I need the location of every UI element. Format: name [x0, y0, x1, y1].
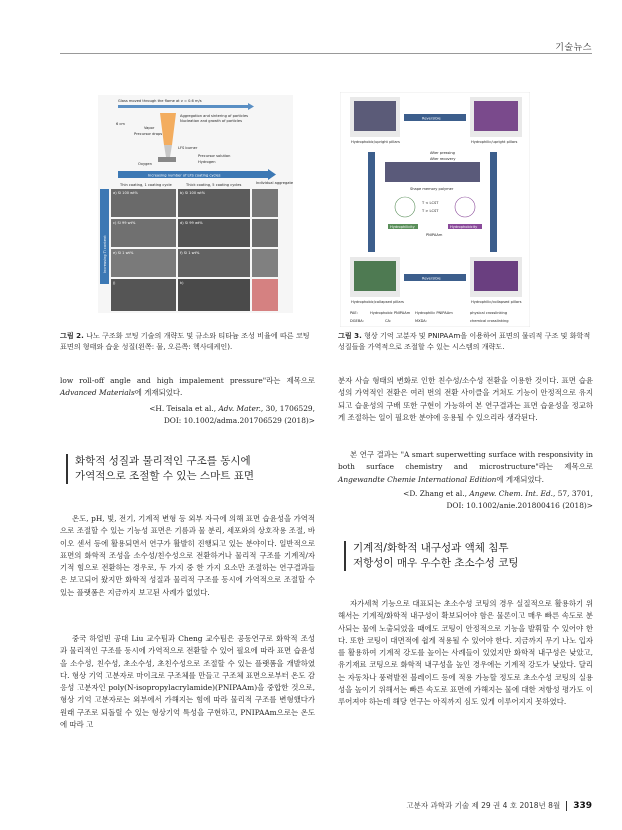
- figure-2: [98, 95, 293, 313]
- fig2-arrow-label: Increasing number of LFS coating cycles: [148, 173, 221, 178]
- fig3-center-5: T > LCST: [422, 209, 439, 213]
- right-body-3: 자가세척 기능으로 대표되는 초소수성 코팅의 경우 실질적으로 활용하기 위해서는 기계적/화학적 내구성이 확보되어야 함은 물론이고 매우 빠른 속도로 분사되는 물에 노출되었을 때에도 코팅이 안정적으로 기능을 발휘할 수 있어야 한다. 또한 코팅이 대면적에 쉽게 적용될 수 있어야 한다. 지금까지 무기 나노 입자를 활용하여 기계적 강도를 높이는 사례들이 있었지만 화학적 내구성은 낮았고, 유기재료 코팅으로 화학적 내구성을 높인 경우에는 기계적 강도가 낮았다. 달리는 자동차나 풍력발전 블레이드 등에 적용 가능할 정도로 초소수성 코팅의 실용성을 높이기 위해서는 빠른 속도로 표면에 가해지는 물에 대한 저항성 평가도 이루어져야 하는데 해당 연구는 아직까지 심도 있게 이루어지지 못하였다.: [338, 599, 593, 707]
- header-rule: [60, 53, 592, 54]
- right-body-2: 본 연구 결과는 "A smart superwetting surface with responsivity in both surface chemistry and microstructure"라는 제목으로 Angewandte Chemie International Edition에 게재되었다.: [338, 450, 593, 484]
- fig3-legend-1: PAE:: [350, 311, 358, 315]
- figure-2-caption: 그림 2. 나노 구조화 코팅 기술의 개략도 및 규소와 티타늄 조성 비율에 따른 코팅 표면의 형태와 습윤 성질(왼쪽: 물, 오른쪽: 헥사데케인).: [60, 331, 310, 351]
- fig3-panel-br: [470, 257, 522, 297]
- reference-2: <D. Zhang et al., Angew. Chem. Int. Ed., 57, 3701, DOI: 10.1002/anie.201800416 (2018)>: [403, 489, 593, 511]
- fig2-panel-d: d) Si 99 wt%: [180, 221, 203, 225]
- fig2-panel-b: b) Si 100 wt%: [180, 191, 206, 195]
- fig2-step-4: Precursor drops: [134, 132, 163, 136]
- footer-journal: 고분자 과학과 기술 제 29 권 4 호 2018년 8월: [406, 801, 561, 810]
- fig2-distance: 6 cm: [116, 122, 125, 126]
- fig3-rev-bottom: Reversible: [422, 276, 441, 281]
- fig3-legend-7: MXDA:: [415, 319, 427, 323]
- fig3-label-1: Hydrophobic/upright pillars: [351, 140, 400, 144]
- fig3-legend-8: chemical crosslinking: [470, 319, 509, 323]
- page-footer: [406, 800, 592, 811]
- fig2-col-2: Thick coating, 5 coating cycles: [186, 183, 242, 187]
- fig3-rev-top: Reversible: [422, 116, 441, 121]
- fig2-panel-c: c) Si 99 wt%: [113, 221, 136, 225]
- fig2-oxygen: Oxygen: [138, 162, 152, 166]
- fig2-panel-k: k): [180, 281, 184, 285]
- fig3-legend-2: Hydrophobic PNIPAAm: [370, 311, 411, 315]
- fig3-center-7: Hydrophobicity: [450, 225, 478, 229]
- section-tag: 기술뉴스: [555, 43, 592, 53]
- fig3-label-4: Hydrophilic/collapsed pillars: [471, 300, 522, 304]
- fig3-center-2: After recovery: [430, 157, 456, 161]
- fig3-center-1: After pressing: [430, 151, 455, 155]
- fig2-col-1: Thin coating, 1 coating cycle: [120, 183, 172, 187]
- fig2-precursor: Precursor solution: [198, 154, 231, 158]
- fig3-center-8: PNIPAAm: [426, 233, 443, 237]
- page-number: 339: [566, 801, 592, 811]
- section-heading-2: 기계적/화학적 내구성과 액체 침투 저항성이 매우 우수한 초소수성 코팅: [344, 541, 519, 571]
- fig2-panel-j: j): [113, 281, 116, 285]
- fig2-panel-a: a) Si 100 wt%: [113, 191, 138, 195]
- fig2-sem-grid: [111, 189, 278, 311]
- fig3-center-3: Shape memory polymer: [410, 187, 454, 191]
- fig3-panel-tl: [350, 97, 400, 137]
- figure-3: [340, 92, 530, 327]
- fig3-label-3: Hydrophobic/collapsed pillars: [351, 300, 404, 304]
- figure-3-caption: 그림 3. 형상 기억 고분자 및 PNIPAAm을 이용하여 표면의 물리적 구조 및 화학적 성질들을 가역적으로 조절할 수 있는 시스템의 개략도.: [338, 331, 591, 351]
- fig3-legend-5: DGEBA:: [350, 319, 364, 323]
- fig3-label-2: Hydrophilic/upright pillars: [471, 140, 518, 144]
- fig2-side-label: Increasing Ti content: [103, 235, 107, 273]
- fig2-step-2: Nucleation and growth of particles: [180, 119, 242, 123]
- fig2-panel-f: f) Si 1 wt%: [180, 251, 200, 255]
- fig2-top-label: Glass moved through the flame at v = 0.6 m/s: [118, 99, 202, 103]
- reference-1: <H. Teisala et al., Adv. Mater., 30, 1706529, DOI: 10.1002/adma.201706529 (2018)>: [149, 404, 315, 426]
- fig2-panel-e: e) Si 1 wt%: [113, 251, 134, 255]
- left-intro: low roll-off angle and high impalement pressure"라는 제목으로 Advanced Materials에 게재되었다.: [60, 376, 315, 398]
- left-body-1: 온도, pH, 빛, 전기, 기계적 변형 등 외부 자극에 의해 표면 습윤성을 가역적으로 조절할 수 있는 기능성 표면은 기름과 물 분리, 세포와의 상호작용 조절, 바이오 센서 등에 활용되면서 연구가 활발히 진행되고 있는 분야이다. 일반적으로 표면의 화학적 조성을 소수성/친수성으로 전환하거나 물리적 구조를 기계적/자기적 힘으로 전환하는 경우로, 두 가지 중 한 가지 요소만 조절하는 연구결과들은 보고되어 왔지만 화학적 성질과 물리적 구조를 동시에 가역적으로 조절할 수 있는 플랫폼은 지금까지 보고된 사례가 없었다.: [60, 514, 315, 597]
- fig3-panel-bl: [350, 257, 400, 297]
- section-heading-1: 화학적 성질과 물리적인 구조를 동시에 가역적으로 조절할 수 있는 스마트 표면: [66, 454, 254, 484]
- right-body-1: 분자 사슬 형태의 변화로 인한 친수성/소수성 전환을 이용한 것이다. 표면 습윤성의 가역적인 전환은 여러 번의 전환 사이클을 거쳐도 기능이 안정적으로 유지되고 습윤성의 구배 또한 구현이 가능하여 본 연구결과는 표면 습윤성을 정교하게 조절하는 일이 필요한 분야에 응용될 수 있으리라 생각된다.: [338, 376, 593, 422]
- fig2-gas: Hydrogen: [198, 160, 216, 164]
- fig2-step-3: Vapor: [144, 126, 155, 130]
- fig2-col-3: Individual aggregate: [256, 181, 293, 185]
- fig3-center-6: Hydrophilicity: [390, 225, 415, 229]
- fig2-step-1: Aggregation and sintering of particles: [180, 114, 249, 118]
- fig3-center-4: T < LCST: [422, 201, 439, 205]
- left-body-2: 중국 하얼빈 공대 Liu 교수팀과 Cheng 교수팀은 공동연구로 화학적 조성과 물리적인 구조를 동시에 가역적으로 전환할 수 있어 필요에 따라 표면 습윤성을 소수성, 친수성, 초소수성, 초친수성으로 조절할 수 있는 플랫폼을 개발하였다. 형상 기억 고분자로 마이크로 구조체를 만들고 구조체 표면으로부터 온도 감응성 고분자인 poly(N-isopropylacrylamide)(PNIPAAm)을 중합한 것으로, 형상 기억 고분자로는 외부에서 가해지는 힘에 따라 물리적 구조를 변형했다가 원래 구조로 되돌릴 수 있는 형상기억 특성을 구현하고, PNIPAAm으로는 온도에 따라 고: [60, 634, 315, 730]
- fig3-legend-4: physical crosslinking: [470, 311, 508, 315]
- fig3-legend-3: Hydrophilic PNIPAAm: [415, 311, 453, 315]
- fig3-panel-tr: [470, 97, 522, 137]
- fig2-burner: LFS burner: [178, 146, 198, 150]
- fig3-legend-6: CA:: [385, 319, 392, 323]
